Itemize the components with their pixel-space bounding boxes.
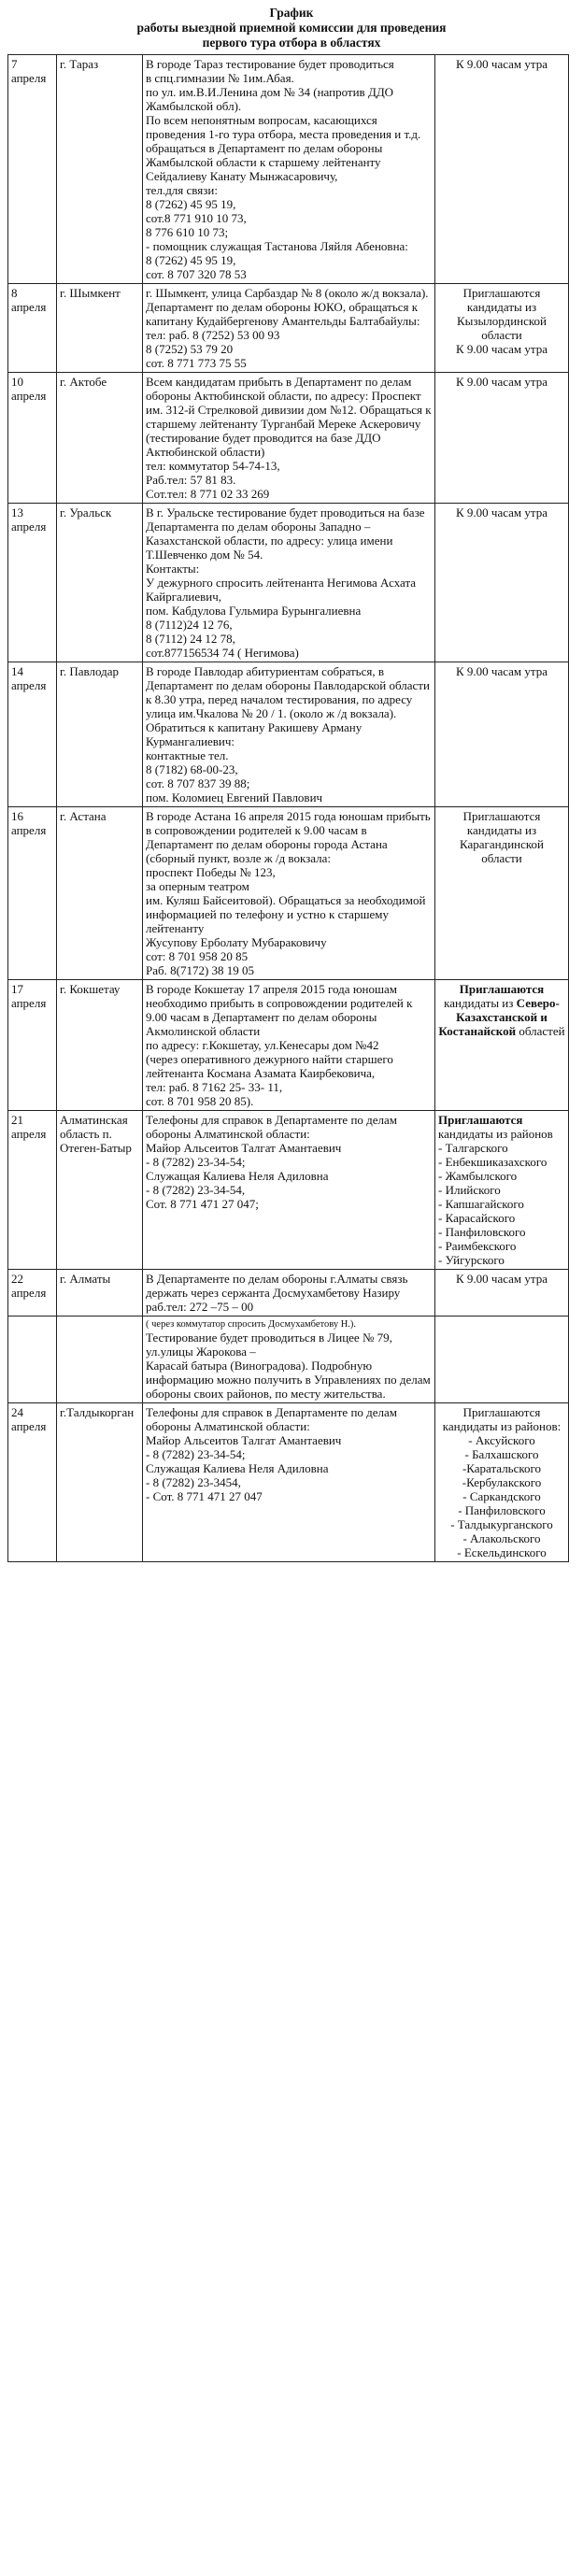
date-cell: 8 апреля — [8, 284, 57, 373]
info-line: 8 (7252) 53 79 20 — [146, 342, 234, 356]
district-item: - Алакольского — [462, 1531, 541, 1545]
info-line: по ул. им.В.И.Ленина дом № 34 (напротив ДДО Жамбылской обл). — [146, 85, 394, 113]
district-item: -Кербулакского — [462, 1475, 542, 1489]
invite-regions: Северо-Казахстанской и Костанайской — [438, 996, 560, 1038]
info-line: тел: раб. 8 (7252) 53 00 93 — [146, 328, 280, 342]
info-line: проспект Победы № 123, — [146, 865, 276, 879]
time-line: К 9.00 часам утра — [455, 664, 547, 678]
date-cell: 13 апреля — [8, 504, 57, 662]
table-row — [8, 1111, 569, 1270]
district-item: - Жамбылского — [438, 1169, 518, 1183]
info-line: - 8 (7282) 23-34-54, — [146, 1183, 246, 1197]
date-cell: 14 апреля — [8, 662, 57, 807]
info-line: Сот. 8 771 471 27 047; — [146, 1197, 259, 1211]
info-cell — [143, 504, 435, 662]
city-cell: г. Павлодар — [57, 662, 143, 807]
time-line: К 9.00 часам утра — [455, 342, 547, 356]
info-line: В городе Астана 16 апреля 2015 года юношам прибыть в сопровождении родителей к 9.00 часам в Департамент по делам обороны города Астана (сборный пункт, возле ж /д вокзала: — [146, 809, 431, 865]
date-cell: 17 апреля — [8, 980, 57, 1111]
info-line: контактные тел. — [146, 748, 229, 762]
info-line: в спц.гимназии № 1им.Абая. — [146, 71, 294, 85]
info-line: В г. Уральске тестирование будет проводиться на базе Департамента по делам обороны Западно – Казахстанской области, по адресу: улица имени Т.Шевченко дом № 54. — [146, 505, 425, 562]
info-line: пом. Коломиец Евгений Павлович — [146, 790, 323, 804]
time-line: Приглашаются кандидаты из Карагандинской области — [459, 809, 544, 865]
info-note: ( через коммутатор спросить Досмухамбетову Н.). — [146, 1319, 357, 1330]
info-line: Карасай батыра (Виноградова). Подробную информацию можно получить в Управлениях по делам обороны своих районов, по месту жительства. — [146, 1359, 431, 1401]
info-cell — [143, 1270, 435, 1316]
info-line: ул.улицы Жарокова – — [146, 1345, 256, 1359]
info-line: Телефоны для справок в Департаменте по делам обороны Алматинской области: — [146, 1113, 398, 1141]
district-item: - Енбекшиказахского — [438, 1155, 547, 1169]
document-title — [7, 6, 576, 50]
date-cell: 16 апреля — [8, 807, 57, 980]
info-line: сот. 8 707 837 39 88; — [146, 776, 250, 790]
info-line: сот.877156534 74 ( Негимова) — [146, 646, 299, 660]
table-row — [8, 807, 569, 980]
schedule-table — [7, 54, 569, 1562]
city-cell — [57, 1316, 143, 1403]
info-line: В городе Павлодар абитуриентам собраться, в Департамент по делам обороны Павлодарской области к 8.30 утра, перед началом тестирования, по адресу улица им.Чкалова № 20 / 1. (около ж /д вокзала). Обратиться к капитану Ракишеву Арману Курмангалиевич: — [146, 664, 430, 748]
info-line: 8 (7262) 45 95 19, — [146, 197, 236, 211]
info-line: Раб.тел: 57 81 83. — [146, 473, 236, 487]
invite-bold: Приглашаются — [459, 982, 545, 996]
district-item: - Карасайского — [438, 1211, 516, 1225]
table-row — [8, 1316, 569, 1403]
district-item: - Балхашского — [464, 1447, 539, 1461]
info-cell — [143, 55, 435, 284]
info-line: сот. 8 771 773 75 55 — [146, 356, 247, 370]
time-cell — [435, 980, 569, 1111]
document-page — [7, 0, 576, 1562]
info-line: Служащая Калиева Неля Адиловна — [146, 1169, 329, 1183]
info-line: Телефоны для справок в Департаменте по делам обороны Алматинской области: — [146, 1405, 398, 1433]
info-line: Жусупову Ерболату Мубараковичу — [146, 935, 327, 949]
table-row — [8, 980, 569, 1111]
district-item: - Панфиловского — [438, 1225, 526, 1239]
time-line: К 9.00 часам утра — [455, 1272, 547, 1286]
info-line: 8 (7112) 24 12 78, — [146, 632, 235, 646]
info-line: сот. 8 707 320 78 53 — [146, 267, 247, 281]
info-line: - помощник служащая Тастанова Ляйля Абеновна: — [146, 239, 408, 253]
info-line: за оперным театром — [146, 879, 249, 893]
info-line: Департамент по делам обороны ЮКО, обращаться к капитану Кудайбергенову Амантельды Балтабайулы: — [146, 300, 420, 328]
date-cell: 22 апреля — [8, 1270, 57, 1316]
district-item: Приглашаются кандидаты из районов: — [442, 1405, 562, 1433]
district-item: - Уйгурского — [438, 1253, 505, 1267]
info-line: им. Куляш Байсеитовой). Обращаться за необходимой информацией по телефону и устно к старшему лейтенанту — [146, 893, 426, 935]
info-line: - 8 (7282) 23-3454, — [146, 1475, 241, 1489]
city-cell: г. Алматы — [57, 1270, 143, 1316]
info-line: Раб. 8(7172) 38 19 05 — [146, 963, 255, 977]
info-line: тел.для связи: — [146, 183, 218, 197]
info-line: 8 776 610 10 73; — [146, 225, 229, 239]
district-item: - Раимбекского — [438, 1239, 517, 1253]
info-line: Служащая Калиева Неля Адиловна — [146, 1461, 329, 1475]
time-cell — [435, 284, 569, 373]
time-cell — [435, 1316, 569, 1403]
info-line: сот. 8 701 958 20 85). — [146, 1094, 254, 1108]
info-line: Тестирование будет проводиться в Лицее № 79, — [146, 1331, 392, 1345]
info-line: тел: коммутатор 54-74-13, — [146, 459, 280, 473]
info-line: 8 (7262) 45 95 19, — [146, 253, 236, 267]
title-line-2: работы выездной приемной комиссии для проведения — [136, 21, 447, 35]
time-cell — [435, 1403, 569, 1562]
date-cell: 24 апреля — [8, 1403, 57, 1562]
city-cell: Алматинская область п. Отеген-Батыр — [57, 1111, 143, 1270]
district-item: - Илийского — [438, 1183, 501, 1197]
date-cell: 7 апреля — [8, 55, 57, 284]
info-line: 8 (7182) 68-00-23, — [146, 762, 238, 776]
info-line: 8 (7112)24 12 76, — [146, 618, 233, 632]
info-cell — [143, 807, 435, 980]
district-item: - Капшагайского — [438, 1197, 524, 1211]
info-cell — [143, 1316, 435, 1403]
district-item: - Панфиловского — [458, 1503, 546, 1517]
time-line: К 9.00 часам утра — [455, 57, 547, 71]
district-item: - Аксуйского — [468, 1433, 535, 1447]
info-line: Контакты: — [146, 562, 200, 576]
info-cell — [143, 980, 435, 1111]
info-cell — [143, 662, 435, 807]
table-row — [8, 55, 569, 284]
info-line: - 8 (7282) 23-34-54; — [146, 1447, 246, 1461]
date-cell: 21 апреля — [8, 1111, 57, 1270]
district-item: - Талгарского — [438, 1141, 508, 1155]
district-item: кандидаты из районов — [438, 1127, 553, 1141]
time-cell — [435, 55, 569, 284]
time-line: К 9.00 часам утра — [455, 375, 547, 389]
city-cell: г. Уральск — [57, 504, 143, 662]
city-cell: г. Тараз — [57, 55, 143, 284]
info-line: г. Шымкент, улица Сарбаздар № 8 (около ж/д вокзала). — [146, 286, 429, 300]
time-line: Приглашаются кандидаты из Кызылординской области — [456, 286, 547, 342]
time-cell — [435, 1270, 569, 1316]
info-cell — [143, 1111, 435, 1270]
date-cell: 10 апреля — [8, 373, 57, 504]
table-row — [8, 1403, 569, 1562]
district-item: - Саркандского — [462, 1489, 541, 1503]
info-line: У дежурного спросить лейтенанта Негимова Асхата Кайргалиевич, — [146, 576, 417, 604]
info-line: Майор Альсеитов Талгат Амантаевич — [146, 1433, 342, 1447]
info-cell — [143, 1403, 435, 1562]
info-line: тел: раб. 8 7162 25- 33- 11, — [146, 1080, 283, 1094]
info-line: сот.8 771 910 10 73, — [146, 211, 247, 225]
info-line: (через оперативного дежурного найти старшего лейтенанта Космана Азамата Каирбековича, — [146, 1052, 393, 1080]
table-row — [8, 284, 569, 373]
info-line: В Департаменте по делам обороны г.Алматы связь держать через сержанта Досмухамбетову Назиру раб.тел: 272 –75 – 00 — [146, 1272, 408, 1314]
info-line: Всем кандидатам прибыть в Департамент по делам обороны Актюбинской области, по адресу: Проспект им. 312-й Стрелковой дивизии дом №12. Обращаться к старшему лейтенанту Турганбай Мереке Аскеровичу — [146, 375, 432, 431]
info-line: Майор Альсеитов Талгат Амантаевич — [146, 1141, 342, 1155]
city-cell: г. Актобе — [57, 373, 143, 504]
city-cell: г. Астана — [57, 807, 143, 980]
time-cell — [435, 373, 569, 504]
district-item: - Ескельдинского — [457, 1545, 547, 1559]
invite-normal: кандидаты из — [444, 996, 517, 1010]
info-cell — [143, 373, 435, 504]
time-cell — [435, 807, 569, 980]
city-cell: г. Шымкент — [57, 284, 143, 373]
table-row — [8, 373, 569, 504]
time-cell — [435, 662, 569, 807]
info-line: - Сот. 8 771 471 27 047 — [146, 1489, 263, 1503]
info-line: сот: 8 701 958 20 85 — [146, 949, 249, 963]
info-line: (тестирование будет проводится на базе ДДО Актюбинской области) — [146, 431, 381, 459]
district-item: -Каратальского — [462, 1461, 542, 1475]
info-line: - 8 (7282) 23-34-54; — [146, 1155, 246, 1169]
city-cell: г.Талдыкорган — [57, 1403, 143, 1562]
district-item: - Талдыкурганского — [450, 1517, 553, 1531]
time-line: К 9.00 часам утра — [455, 505, 547, 519]
table-row — [8, 662, 569, 807]
date-cell — [8, 1316, 57, 1403]
invite-heading: Приглашаются — [438, 1113, 523, 1127]
info-line: В городе Тараз тестирование будет проводиться — [146, 57, 394, 71]
title-line-3: первого тура отбора в областях — [202, 36, 381, 50]
time-cell — [435, 1111, 569, 1270]
invite-normal: областей — [516, 1024, 565, 1038]
info-line: пом. Кабдулова Гульмира Бурынгалиевна — [146, 604, 362, 618]
info-line: В городе Кокшетау 17 апреля 2015 года юношам необходимо прибыть в сопровождении родителей к 9.00 часам в Департамент по делам обороны Акмолинской области — [146, 982, 413, 1038]
table-row — [8, 1270, 569, 1316]
city-cell: г. Кокшетау — [57, 980, 143, 1111]
invite-text — [438, 982, 565, 1038]
info-line: По всем непонятным вопросам, касающихся проведения 1-го тура отбора, места проведения и т.д. обращаться в Департамент по делам обороны Жамбылской области к старшему лейтенанту Сейдалиеву Канату Мынжасаровичу, — [146, 113, 421, 183]
table-row — [8, 504, 569, 662]
info-line: Сот.тел: 8 771 02 33 269 — [146, 487, 270, 501]
info-line: по адресу: г.Кокшетау, ул.Кенесары дом №42 — [146, 1038, 379, 1052]
time-cell — [435, 504, 569, 662]
info-cell — [143, 284, 435, 373]
title-line-1: График — [269, 6, 314, 20]
